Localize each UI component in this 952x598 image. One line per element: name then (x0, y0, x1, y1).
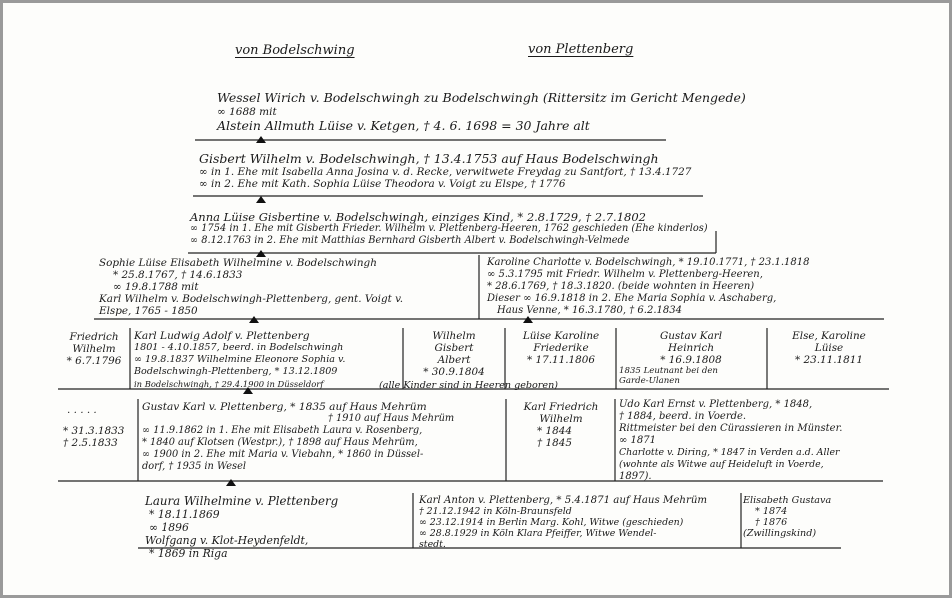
gen5-line: Lüise Karoline (522, 330, 600, 342)
gen5-line: in Bodelschwingh, † 29.4.1900 in Düsseldorf (134, 379, 324, 389)
gen7-line: * 18.11.1869 (149, 508, 220, 521)
gen7-line: * 1874 (755, 506, 788, 517)
gen5-karl-ludwig-entry (134, 330, 345, 390)
connector-triangle (256, 196, 266, 203)
gen7-line: * 1869 in Riga (149, 547, 228, 560)
connector-triangle (226, 479, 236, 486)
gen6-line: (wohnte als Witwe auf Heideluft in Voerde, (619, 459, 824, 470)
gen3-entry (190, 211, 708, 247)
gen3-line: Anna Lüise Gisbertine v. Bodelschwingh, einziges Kind, * 2.8.1729, † 2.7.1802 (190, 210, 646, 224)
gen1-line: Alstein Allmuth Lüise v. Ketgen, † 4. 6. 1698 = 30 Jahre alt (217, 118, 590, 133)
gen6-line: Charlotte v. Diring, * 1847 in Verden a.d. Aller (619, 447, 840, 458)
gen4-line: * 25.8.1767, † 14.6.1833 (113, 269, 243, 281)
gen6-line: Udo Karl Ernst v. Plettenberg, * 1848, (619, 399, 813, 410)
gen2-entry (199, 152, 691, 190)
gen7-line: Elisabeth Gustava (743, 495, 832, 506)
gen7-line: Karl Anton v. Plettenberg, * 5.4.1871 auf Haus Mehrüm (419, 495, 708, 506)
gen5-line: Friedrich (69, 331, 119, 343)
gen5-note: (alle Kinder sind in Heeren geboren) (379, 380, 558, 391)
gen6-karl-friedrich-entry (509, 401, 613, 449)
gen6-line: Gustav Karl v. Plettenberg, * 1835 auf Haus Mehrüm (142, 401, 427, 413)
gen6-line: ∞ 1900 in 2. Ehe mit Maria v. Viebahn, * 1860 in Düssel- (142, 449, 424, 460)
gen5-line: Else, Karoline (792, 330, 866, 342)
gen4-line: Karoline Charlotte v. Bodelschwingh, * 19.10.1771, † 23.1.1818 (487, 257, 810, 268)
gen7-line: stedt. (419, 539, 446, 550)
gen6-line: * 31.3.1833 (63, 425, 125, 437)
gen7-line: Laura Wilhelmine v. Plettenberg (145, 494, 339, 508)
gen5-line: Karl Ludwig Adolf v. Plettenberg (134, 330, 310, 342)
gen1-line: ∞ 1688 mit (217, 106, 277, 118)
connector-triangle (249, 316, 259, 323)
gen7-line: ∞ 28.8.1929 in Köln Klara Pfeiffer, Witwe Wendel- (419, 528, 657, 539)
gen5-line: Wilhelm (432, 330, 476, 342)
gen1-entry (217, 91, 746, 133)
gen3-line: ∞ 8.12.1763 in 2. Ehe mit Matthias Bernhard Gisberth Albert v. Bodelschwingh-Velmede (190, 235, 630, 246)
gen5-line: * 16.9.1808 (660, 354, 722, 366)
gen2-line: ∞ in 2. Ehe mit Kath. Sophia Lüise Theodora v. Voigt zu Elspe, † 1776 (199, 178, 566, 190)
heading-plettenberg: von Plettenberg (528, 42, 634, 57)
gen6-line: Karl Friedrich (523, 401, 599, 413)
gen6-line: * 1840 auf Klotsen (Westpr.), † 1898 auf Haus Mehrüm, (142, 437, 418, 448)
gen5-line: 1835 Leutnant bei den (619, 366, 718, 376)
gen6-dots: . . . . . (67, 404, 97, 416)
gen5-line: * 23.11.1811 (795, 354, 863, 366)
gen7-line: Wolfgang v. Klot-Heydenfeldt, (145, 534, 309, 547)
gen5-line: ∞ 19.8.1837 Wilhelmine Eleonore Sophia v. (134, 354, 346, 365)
gen5-line: Bodelschwingh-Plettenberg, * 13.12.1809 (134, 366, 338, 377)
gen4-line: Sophie Lüise Elisabeth Wilhelmine v. Bodelschwingh (99, 257, 377, 269)
gen6-udo-entry (619, 399, 842, 483)
gen6-line: ∞ 11.9.1862 in 1. Ehe mit Elisabeth Laura v. Rosenberg, (142, 425, 423, 436)
gen6-line: † 1910 auf Haus Mehrüm (328, 413, 455, 424)
gen7-elisabeth-entry (743, 495, 831, 539)
gen1-line: Wessel Wirich v. Bodelschwingh zu Bodelschwingh (Rittersitz im Gericht Mengede) (217, 90, 746, 105)
connector-triangle (256, 250, 266, 257)
heading-bodelschwing: von Bodelschwing (235, 43, 355, 58)
gen3-line: ∞ 1754 in 1. Ehe mit Gisberth Frieder. Wilhelm v. Plettenberg-Heeren, 1762 geschieden (Ehe kinderlos) (190, 223, 708, 234)
gen6-gustav-entry (142, 401, 454, 473)
gen2-line: Gisbert Wilhelm v. Bodelschwingh, † 13.4.1753 auf Haus Bodelschwingh (199, 151, 659, 166)
gen7-line: ∞ 23.12.1914 in Berlin Marg. Kohl, Witwe (geschieden) (419, 517, 684, 528)
connector-triangle (256, 136, 266, 143)
gen5-line: Lüise (814, 342, 844, 354)
gen4-sophie-entry (99, 257, 403, 317)
gen5-luise-entry (508, 330, 614, 366)
gen6-line: † 1845 (537, 437, 572, 449)
gen6-line: Rittmeister bei den Cürassieren in Münster. (619, 423, 843, 434)
gen7-line: ∞ 1896 (149, 521, 189, 534)
connector-triangle (523, 316, 533, 323)
gen6-line: Wilhelm (539, 413, 583, 425)
gen5-line: Heinrich (667, 342, 715, 354)
gen6-line: * 1844 (537, 425, 572, 437)
gen5-line: Wilhelm (72, 343, 116, 355)
gen4-line: ∞ 5.3.1795 mit Friedr. Wilhelm v. Plettenberg-Heeren, (487, 269, 763, 280)
gen6-line: † 2.5.1833 (63, 437, 118, 449)
gen5-wilhelm-entry (407, 330, 501, 378)
gen5-line: * 6.7.1796 (66, 355, 122, 367)
gen6-line: dorf, † 1935 in Wesel (142, 461, 247, 472)
gen5-line: * 30.9.1804 (423, 366, 485, 378)
gen6-line: ∞ 1871 (619, 435, 656, 446)
gen4-karoline-entry (487, 257, 810, 317)
gen6-line: 1897). (619, 471, 652, 482)
gen4-line: Haus Venne, * 16.3.1780, † 6.2.1834 (497, 305, 682, 316)
gen7-karl-anton-entry (419, 495, 707, 550)
gen6-unnamed-entry (63, 425, 124, 449)
gen5-line: Garde-Ulanen (619, 376, 680, 386)
gen5-line: 1801 - 4.10.1857, beerd. in Bodelschwingh (134, 342, 344, 353)
gen4-line: Elspe, 1765 - 1850 (99, 305, 198, 317)
gen7-line: (Zwillingskind) (743, 528, 817, 539)
gen5-gustav-entry (619, 330, 763, 386)
gen5-else-entry (771, 330, 887, 366)
gen7-laura-entry (145, 495, 338, 560)
gen7-line: † 21.12.1942 in Köln-Braunsfeld (419, 506, 572, 517)
gen4-line: * 28.6.1769, † 18.3.1820. (beide wohnten in Heeren) (487, 281, 755, 292)
gen5-line: Gisbert (434, 342, 474, 354)
gen5-line: Gustav Karl (659, 330, 723, 342)
gen5-friedrich-entry (61, 331, 127, 367)
gen4-line: ∞ 19.8.1788 mit (113, 281, 199, 293)
gen5-line: * 17.11.1806 (527, 354, 595, 366)
gen2-line: ∞ in 1. Ehe mit Isabella Anna Josina v. d. Recke, verwitwete Freydag zu Santfort, † 13.4.1727 (199, 166, 692, 178)
gen4-line: Karl Wilhelm v. Bodelschwingh-Plettenberg, gent. Voigt v. (99, 293, 404, 305)
gen5-line: Friederike (533, 342, 589, 354)
gen6-line: † 1884, beerd. in Voerde. (619, 411, 747, 422)
gen4-line: Dieser ∞ 16.9.1818 in 2. Ehe Maria Sophia v. Aschaberg, (487, 293, 777, 304)
gen5-line: Albert (437, 354, 471, 366)
gen7-line: † 1876 (755, 517, 788, 528)
